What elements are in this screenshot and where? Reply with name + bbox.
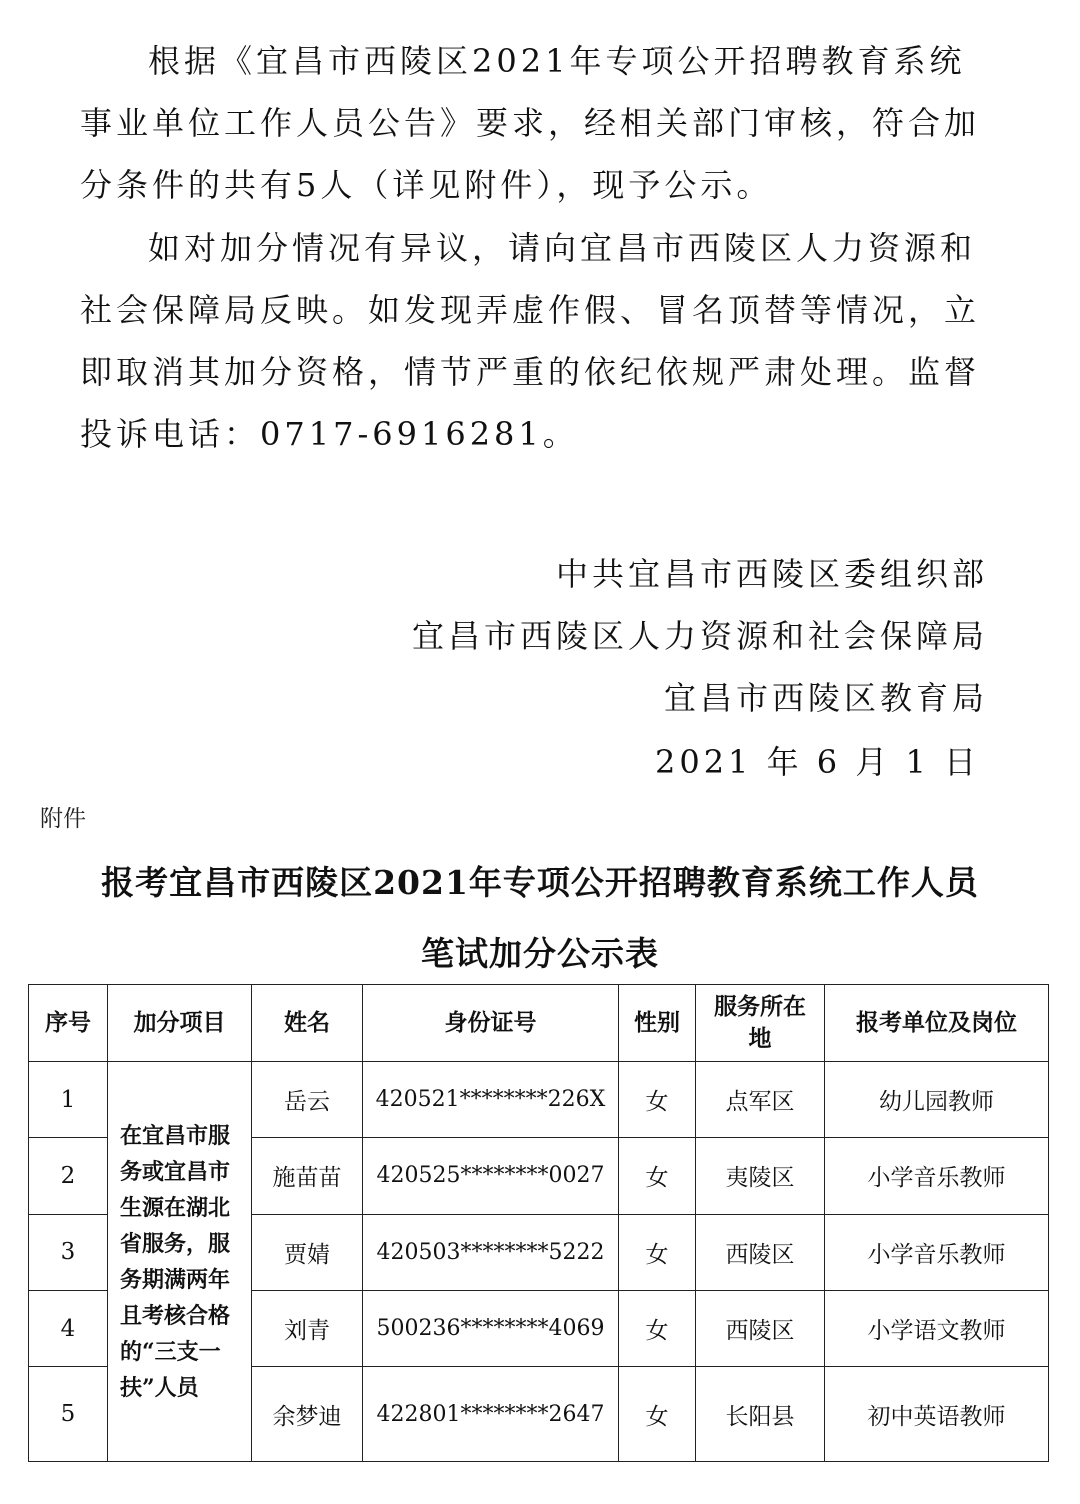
cell-id-number: 420525********0027 [363,1138,619,1214]
header-position: 报考单位及岗位 [825,985,1049,1062]
cell-id-number: 420503********5222 [363,1214,619,1290]
cell-name: 余梦迪 [252,1367,363,1462]
cell-id-number: 422801********2647 [363,1367,619,1462]
cell-position: 初中英语教师 [825,1367,1049,1462]
cell-gender: 女 [619,1290,696,1366]
signature-org-1: 中共宜昌市西陵区委组织部 [555,555,988,593]
announcement-paragraph-2: 如对加分情况有异议，请向宜昌市西陵区人力资源和社会保障局反映。如发现弄虚作假、冒名顶替等情况，立即取消其加分资格，情节严重的依纪依规严肃处理。监督投诉电话：0717-6916281。 [80,229,981,453]
cell-position: 小学语文教师 [825,1290,1049,1366]
header-id-number: 身份证号 [363,985,619,1062]
cell-location: 西陵区 [696,1214,825,1290]
table-title-line-1: 报考宜昌市西陵区2021年专项公开招聘教育系统工作人员 [101,863,979,902]
cell-position: 幼儿园教师 [825,1062,1049,1138]
cell-bonus-item: 在宜昌市服务或宜昌市生源在湖北省服务，服务期满两年且考核合格的“三支一扶”人员 [108,1062,252,1462]
header-service-location: 服务所在地 [696,985,825,1062]
header-name: 姓名 [252,985,363,1062]
cell-no: 1 [29,1062,108,1138]
header-no: 序号 [29,985,108,1062]
cell-location: 西陵区 [696,1290,825,1366]
cell-name: 施苗苗 [252,1138,363,1214]
cell-no: 2 [29,1138,108,1214]
cell-name: 贾婧 [252,1214,363,1290]
cell-id-number: 500236********4069 [363,1290,619,1366]
cell-position: 小学音乐教师 [825,1214,1049,1290]
cell-gender: 女 [619,1138,696,1214]
cell-name: 刘青 [252,1290,363,1366]
cell-gender: 女 [619,1367,696,1462]
table-title-line-2: 笔试加分公示表 [421,934,659,973]
signature-org-2: 宜昌市西陵区人力资源和社会保障局 [411,617,988,655]
cell-location: 长阳县 [696,1367,825,1462]
table-header-row [29,985,1049,1062]
cell-name: 岳云 [252,1062,363,1138]
cell-gender: 女 [619,1062,696,1138]
cell-gender: 女 [619,1214,696,1290]
header-bonus-item: 加分项目 [108,985,252,1062]
cell-position: 小学音乐教师 [825,1138,1049,1214]
cell-no: 3 [29,1214,108,1290]
header-gender: 性别 [619,985,696,1062]
attachment-label: 附件 [40,806,86,832]
cell-id-number: 420521********226X [363,1062,619,1138]
signature-date: 2021 年 6 月 1 日 [654,743,980,781]
bonus-table [28,984,1049,1462]
signature-org-3: 宜昌市西陵区教育局 [663,679,988,717]
cell-no: 5 [29,1367,108,1462]
cell-no: 4 [29,1290,108,1366]
announcement-paragraph-1: 根据《宜昌市西陵区2021年专项公开招聘教育系统事业单位工作人员公告》要求，经相关部门审核，符合加分条件的共有5人（详见附件），现予公示。 [80,42,981,204]
table-row [29,1062,1049,1138]
cell-location: 夷陵区 [696,1138,825,1214]
cell-location: 点军区 [696,1062,825,1138]
